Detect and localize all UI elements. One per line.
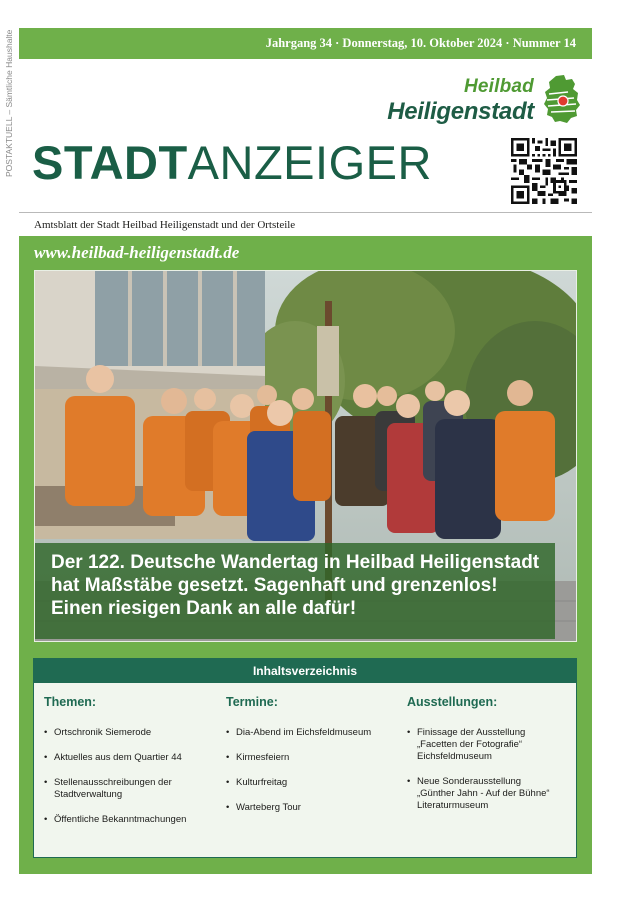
toc-item[interactable] (44, 814, 224, 826)
toc-item-text: „Günther Jahn - Auf der Bühne“ (417, 788, 550, 799)
toc-item-text: • Aktuelles aus dem Quartier 44 (54, 752, 182, 763)
toc-item-text: Stadtverwaltung (54, 789, 123, 800)
toc-column-title: Themen: (44, 695, 97, 709)
toc-item[interactable] (407, 776, 575, 812)
issue-line: Jahrgang 34 · Donnerstag, 10. Oktober 2024 · Nummer 14 (265, 36, 576, 50)
headline-line-2: hat Maßstäbe gesetzt. Sagenhaft und grenzenlos! (51, 575, 498, 596)
toc-item[interactable] (226, 752, 406, 764)
header-divider (19, 212, 592, 213)
toc-column-themen (44, 695, 224, 839)
toc-item-text: „Facetten der Fotografie“ (417, 739, 523, 750)
qr-code[interactable] (511, 138, 577, 204)
toc-item[interactable] (226, 777, 406, 789)
toc-column-title: Ausstellungen: (407, 695, 498, 709)
toc-item-text: • Warteberg Tour (236, 802, 301, 813)
toc-item-text: • Ortschronik Siemerode (54, 727, 152, 738)
toc-item[interactable] (226, 802, 406, 814)
toc-item-text: • Kirmesfeiern (236, 752, 290, 763)
toc-item[interactable] (407, 727, 575, 763)
toc-item-text: Eichsfeldmuseum (417, 751, 492, 762)
headline-line-1: Der 122. Deutsche Wandertag in Heilbad Heiligenstadt (51, 552, 540, 573)
official-gazette-note: Amtsblatt der Stadt Heilbad Heiligenstadt und der Ortsteile (34, 219, 296, 231)
title-part-anzeiger: ANZEIGER (187, 136, 432, 189)
cover-photo (34, 270, 577, 642)
title-part-stadt: STADT (32, 136, 188, 189)
toc-column-ausstellungen (407, 695, 575, 825)
cover-headline (35, 543, 555, 639)
logo-line-2: Heiligenstadt (387, 98, 534, 125)
newspaper-title (32, 138, 432, 188)
headline-line-3: Einen riesigen Dank an alle dafür! (51, 598, 357, 619)
table-of-contents (33, 658, 577, 858)
issue-bar (19, 28, 592, 59)
toc-item-text: • Kulturfreitag (236, 777, 288, 788)
toc-item-text: Literaturmuseum (417, 800, 489, 811)
distribution-note: POSTAKTUELL – Sämtliche Haushalte (4, 30, 14, 178)
toc-item[interactable] (226, 727, 406, 739)
germany-map-icon (542, 74, 582, 124)
toc-item-text: • Dia-Abend im Eichsfeldmuseum (236, 727, 372, 738)
toc-item[interactable] (44, 777, 224, 801)
toc-item-text: • Finissage der Ausstellung (417, 727, 526, 738)
toc-column-termine (226, 695, 406, 827)
toc-item-text: • Stellenausschreibungen der (54, 777, 172, 788)
toc-title: Inhaltsverzeichnis (252, 664, 358, 678)
website-link[interactable]: www.heilbad-heiligenstadt.de (34, 243, 240, 262)
toc-column-title: Termine: (226, 695, 278, 709)
toc-header (34, 659, 576, 683)
toc-item[interactable] (44, 727, 224, 739)
toc-item-text: • Öffentliche Bekanntmachungen (54, 814, 187, 825)
toc-item[interactable] (44, 752, 224, 764)
city-logo (387, 72, 588, 130)
toc-item-text: • Neue Sonderausstellung (417, 776, 522, 787)
logo-line-1: Heilbad (463, 76, 534, 97)
